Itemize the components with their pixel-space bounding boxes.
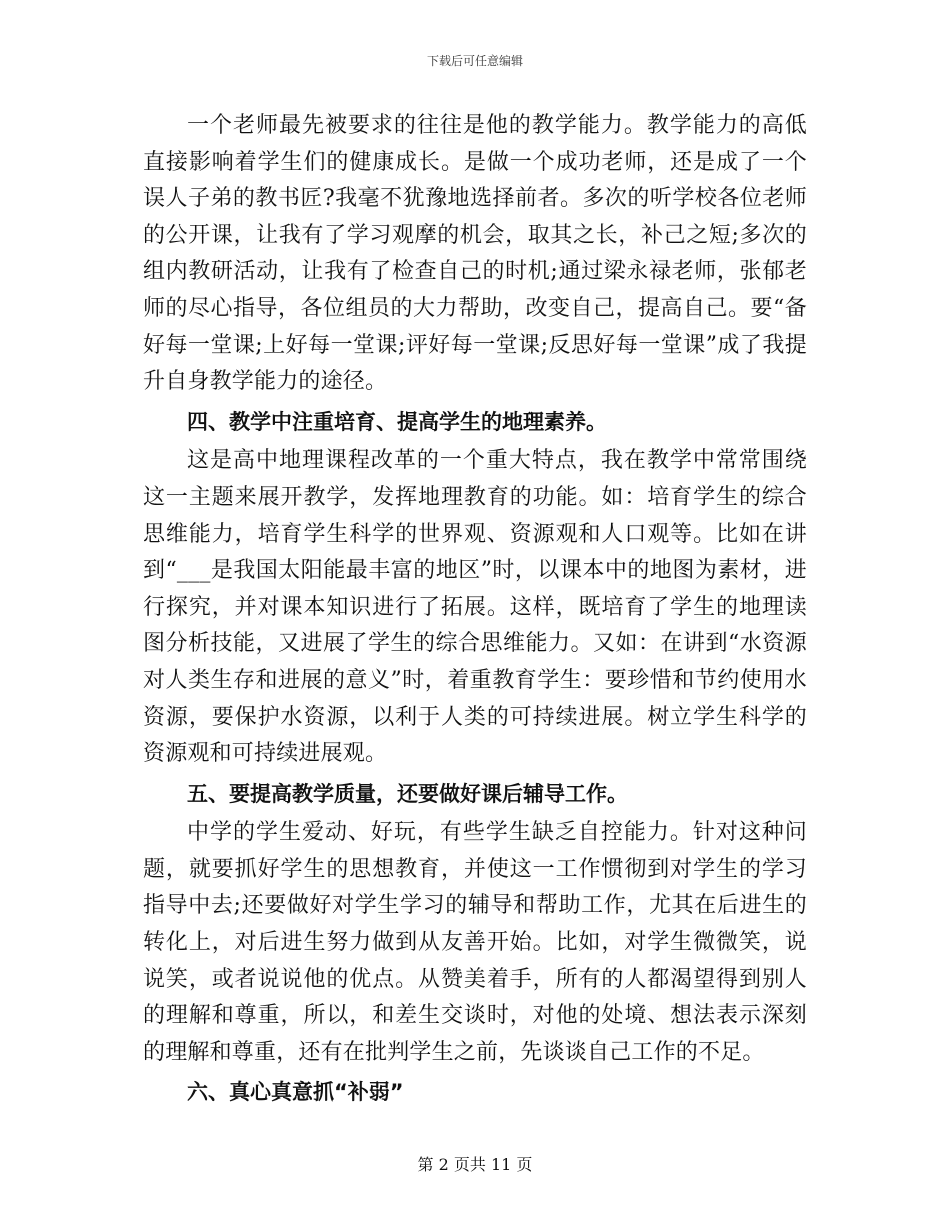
heading-section-6: 六、真心真意抓“补弱” xyxy=(187,1080,404,1105)
paragraph-teaching-ability: 一个老师最先被要求的往往是他的教学能力。教学能力的高低直接影响着学生们的健康成长。是做一个成功老师，还是成了一个误人子弟的教书匠?我毫不犹豫地选择前者。多次的听学校各位老师的公开课，让我有了学习观摩的机会，取其之长，补己之短;多次的组内教研活动，让我有了检查自己的时机;通过梁永禄老师，张郁老师的尽心指导，各位组员的大力帮助，改变自己，提高自己。要“备好每一堂课;上好每一堂课;评好每一堂课;反思好每一堂课”成了我提升自身教学能力的途径。 xyxy=(143,113,807,395)
page-footer: 第 2 页共 11 页 xyxy=(417,1155,533,1174)
page-header: 下载后可任意编辑 xyxy=(426,54,523,68)
heading-section-5: 五、要提高教学质量，还要做好课后辅导工作。 xyxy=(187,781,628,806)
paragraph-after-class-tutoring: 中学的学生爱动、好玩，有些学生缺乏自控能力。针对这种问题，就要抓好学生的思想教育，并使这一工作惯彻到对学生的学习指导中去;还要做好对学生学习的辅导和帮助工作，尤其在后进生的转化上，对后进生努力做到从友善开始。比如，对学生微微笑，说说笑，或者说说他的优点。从赞美着手，所有的人都渴望得到别人的理解和尊重，所以，和差生交谈时，对他的处境、想法表示深刻的理解和尊重，还有在批判学生之前，先谈谈自己工作的不足。 xyxy=(143,820,807,1065)
paragraph-geography-literacy: 这是高中地理课程改革的一个重大特点，我在教学中常常围绕这一主题来展开教学，发挥地理教育的功能。如：培育学生的综合思维能力，培育学生科学的世界观、资源观和人口观等。比如在讲到“___是我国太阳能最丰富的地区”时，以课本中的地图为素材，进行探究，并对课本知识进行了拓展。这样，既培育了学生的地理读图分析技能，又进展了学生的综合思维能力。又如：在讲到“水资源对人类生存和进展的意义”时，着重教育学生：要珍惜和节约使用水资源，要保护水资源，以利于人类的可持续进展。树立学生科学的资源观和可持续进展观。 xyxy=(143,448,807,767)
heading-section-4: 四、教学中注重培育、提高学生的地理素养。 xyxy=(187,409,607,434)
document-body xyxy=(143,108,807,1111)
